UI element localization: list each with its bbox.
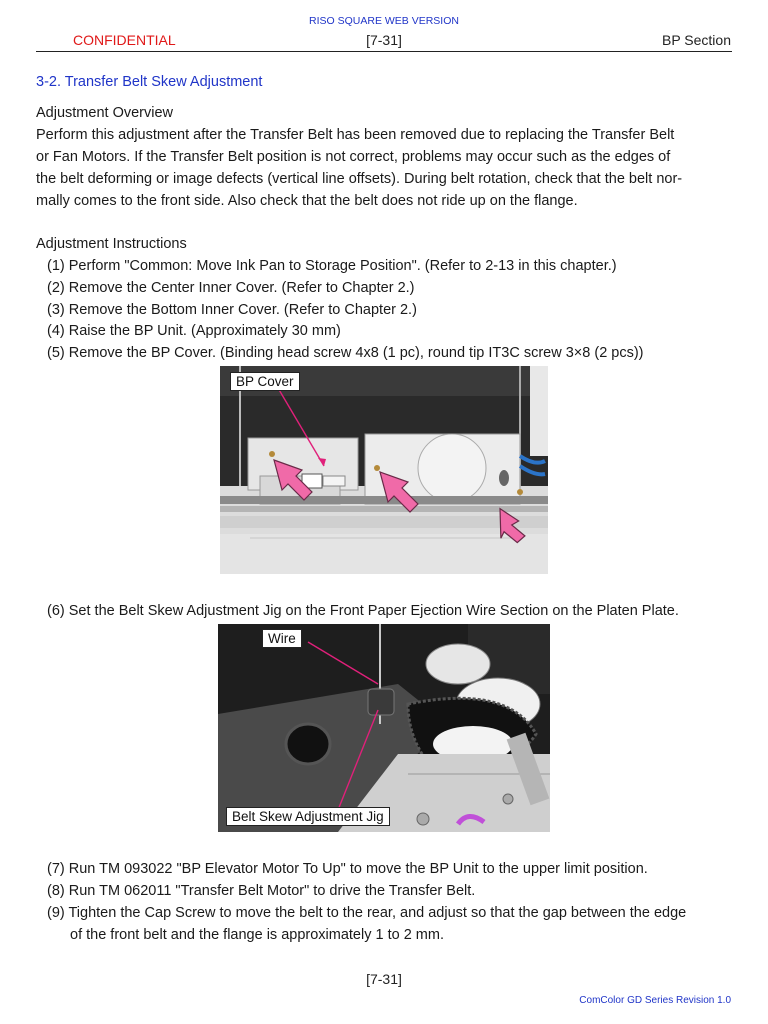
overview-heading: Adjustment Overview (36, 105, 173, 121)
step-6: (6) Set the Belt Skew Adjustment Jig on the Front Paper Ejection Wire Section on the Platen Plate. (47, 603, 679, 619)
step-8: (8) Run TM 062011 "Transfer Belt Motor" to drive the Transfer Belt. (47, 883, 476, 899)
overview-line: mally comes to the front side. Also check that the belt does not ride up on the flange. (36, 193, 578, 209)
header-section-name: BP Section (661, 32, 731, 48)
header-page-ref: [7-31] (366, 32, 402, 48)
footer-revision: ComColor GD Series Revision 1.0 (579, 995, 731, 1006)
bp-cover-callout: BP Cover (230, 372, 300, 391)
step-1: (1) Perform "Common: Move Ink Pan to Storage Position". (Refer to 2-13 in this chapter.) (47, 258, 617, 274)
overview-line: Perform this adjustment after the Transfer Belt has been removed due to replacing the Transfer Belt (36, 127, 675, 143)
step-5: (5) Remove the BP Cover. (Binding head screw 4x8 (1 pc), round tip IT3C screw 3×8 (2 pcs)) (47, 345, 644, 361)
bp-cover-photo (220, 366, 548, 574)
jig-callout: Belt Skew Adjustment Jig (226, 807, 390, 826)
header-rule (36, 51, 732, 52)
overview-paragraph (36, 124, 736, 212)
web-version-banner: RISO SQUARE WEB VERSION (309, 15, 459, 27)
confidential-label: CONFIDENTIAL (73, 32, 176, 48)
step-4: (4) Raise the BP Unit. (Approximately 30 mm) (47, 323, 341, 339)
step-2: (2) Remove the Center Inner Cover. (Refer to Chapter 2.) (47, 280, 415, 296)
footer-page-ref: [7-31] (366, 971, 402, 987)
instructions-heading: Adjustment Instructions (36, 236, 187, 252)
section-title: 3-2. Transfer Belt Skew Adjustment (36, 74, 263, 90)
overview-line: or Fan Motors. If the Transfer Belt position is not correct, problems may occur such as the edges of (36, 149, 671, 165)
wire-callout: Wire (262, 629, 302, 648)
bp-cover-illustration (220, 366, 548, 574)
step-3: (3) Remove the Bottom Inner Cover. (Refer to Chapter 2.) (47, 302, 417, 318)
belt-jig-illustration (218, 624, 550, 832)
step-9: (9) Tighten the Cap Screw to move the belt to the rear, and adjust so that the gap between the edge (47, 905, 687, 921)
belt-jig-photo (218, 624, 550, 832)
overview-line: the belt deforming or image defects (vertical line offsets). During belt rotation, check that the belt nor- (36, 171, 683, 187)
step-7: (7) Run TM 093022 "BP Elevator Motor To Up" to move the BP Unit to the upper limit position. (47, 861, 648, 877)
step-9-continuation: of the front belt and the flange is approximately 1 to 2 mm. (70, 927, 444, 943)
